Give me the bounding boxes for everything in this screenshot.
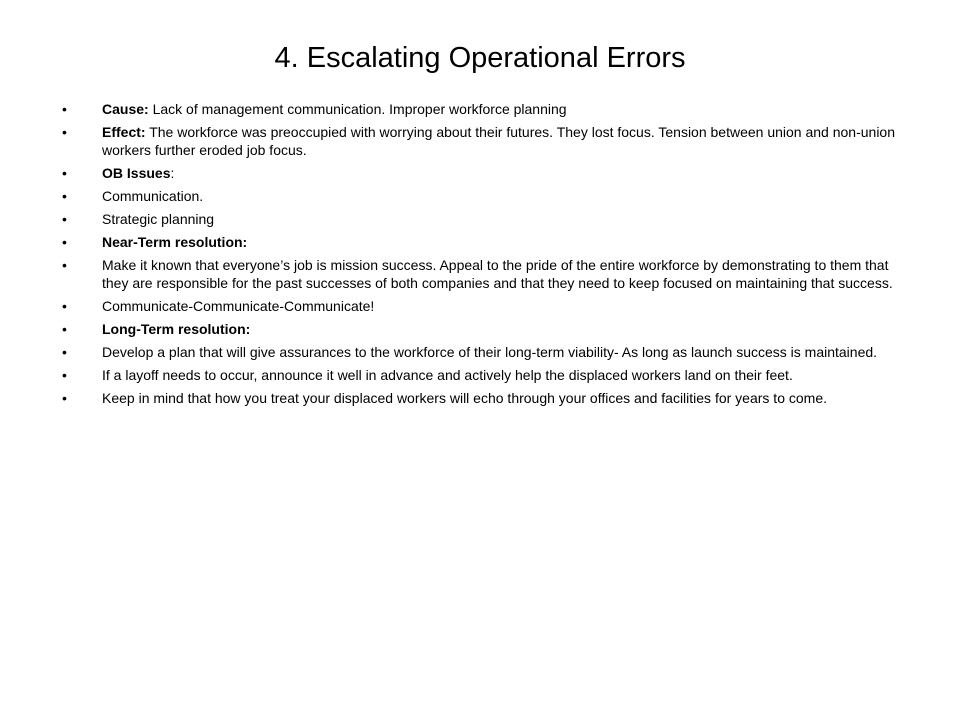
- bullet-item-communicate: [62, 297, 914, 315]
- slide-title: 4. Escalating Operational Errors: [274, 42, 686, 74]
- bullet-text: Communicate-Communicate-Communicate!: [102, 298, 375, 314]
- bullet-text: The workforce was preoccupied with worrying about their futures. They lost focus. Tension between union and non-union workers further eroded job focus.: [102, 124, 895, 158]
- bullet-item-near-term: [62, 233, 914, 251]
- bullet-text: If a layoff needs to occur, announce it well in advance and actively help the displaced workers land on their feet.: [102, 367, 793, 383]
- bullet-marker: •: [62, 367, 67, 383]
- bullet-item-long-term: [62, 320, 914, 338]
- bullet-text: Keep in mind that how you treat your displaced workers will echo through your offices and facilities for years to come.: [102, 390, 827, 406]
- bullet-marker: •: [62, 344, 67, 360]
- bullet-marker: •: [62, 101, 67, 117]
- bullet-lead: Near-Term resolution:: [102, 234, 248, 250]
- bullet-item-keep-in-mind: [62, 389, 914, 407]
- bullet-text: Strategic planning: [102, 211, 215, 227]
- bullet-text: Develop a plan that will give assurances to the workforce of their long-term viability- As long as launch success is maintained.: [102, 344, 878, 360]
- bullet-text: :: [170, 165, 175, 181]
- bullet-marker: •: [62, 298, 67, 314]
- bullet-marker: •: [62, 211, 67, 227]
- bullet-marker: •: [62, 390, 67, 406]
- bullet-item-develop-plan: [62, 343, 914, 361]
- bullet-item-communication: [62, 187, 914, 205]
- bullet-text: Communication.: [102, 188, 204, 204]
- bullet-marker: •: [62, 188, 67, 204]
- bullet-marker: •: [62, 165, 67, 181]
- bullet-item-effect: [62, 123, 914, 159]
- bullet-item-mission-success: [62, 256, 914, 292]
- bullet-item-layoff: [62, 366, 914, 384]
- bullet-marker: •: [62, 257, 67, 273]
- bullet-lead: Cause:: [102, 101, 149, 117]
- bullet-text: Make it known that everyone’s job is mission success. Appeal to the pride of the entire workforce by demonstrating to them that they are responsible for the past successes of both companies and that they need to keep focused on maintaining that success.: [102, 257, 893, 291]
- bullet-list: [62, 100, 914, 412]
- bullet-text: Lack of management communication. Improper workforce planning: [148, 101, 567, 117]
- bullet-marker: •: [62, 124, 67, 140]
- bullet-lead: OB Issues: [102, 165, 171, 181]
- bullet-lead: Long-Term resolution:: [102, 321, 251, 337]
- bullet-marker: •: [62, 321, 67, 337]
- bullet-item-cause: [62, 100, 914, 118]
- bullet-item-ob-issues: [62, 164, 914, 182]
- bullet-marker: •: [62, 234, 67, 250]
- bullet-lead: Effect:: [102, 124, 146, 140]
- bullet-item-strategic-planning: [62, 210, 914, 228]
